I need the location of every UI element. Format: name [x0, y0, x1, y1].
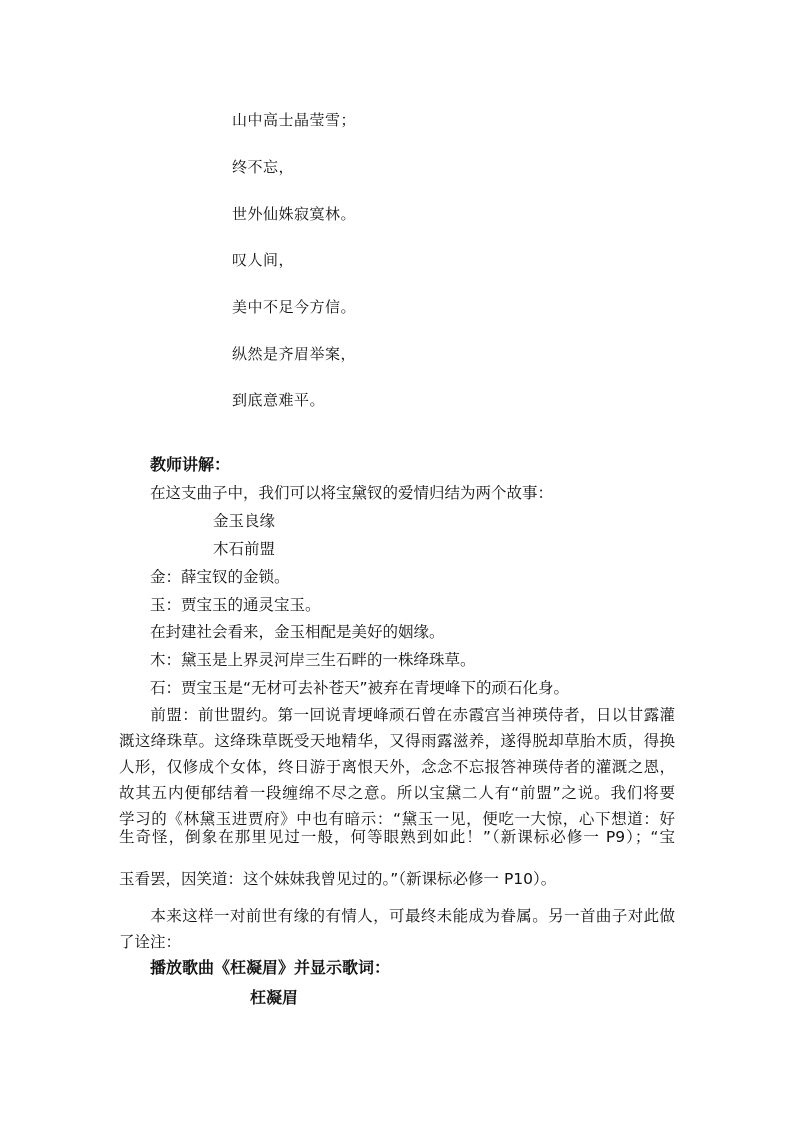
poem-line: 世外仙姝寂寞林。 — [232, 205, 357, 223]
quote-line — [119, 866, 675, 892]
paragraph-line: 生奇怪，倒象在那里见过一般，何等眼熟到如此！”（新课标必修一 P9）；“宝 — [119, 828, 675, 846]
note-line: 在封建社会看来，金玉相配是美好的姻缘。 — [150, 623, 445, 641]
paragraph-line: 人形，仅修成个女体，终日游于离恨天外，念念不忘报答神瑛侍者的灌溉之恩， — [119, 758, 675, 776]
story-item: 木石前盟 — [213, 540, 276, 558]
poem-line: 终不忘， — [232, 158, 295, 176]
story-item: 金玉良缘 — [213, 512, 276, 530]
intro-text: 在这支曲子中，我们可以将宝黛钗的爱情归结为两个故事： — [150, 484, 554, 502]
note-line: 玉：贾宝玉的通灵宝玉。 — [150, 596, 321, 614]
paragraph-line: 溉这绛珠草。这绛珠草既受天地精华，又得雨露滋养，遂得脱却草胎木质，得换 — [119, 732, 675, 750]
paragraph-line: 了诠注： — [119, 933, 182, 951]
note-line: 金：薛宝钗的金锁。 — [150, 568, 290, 586]
closing-paragraph — [119, 903, 675, 955]
play-song-heading: 播放歌曲《枉凝眉》并显示歌词： — [150, 958, 391, 977]
song-title: 枉凝眉 — [250, 988, 299, 1007]
qianmeng-paragraph — [119, 702, 675, 832]
paragraph-line: 故其五内便郁结着一段缠绵不尽之意。所以宝黛二人有“前盟”之说。我们将要 — [119, 784, 675, 802]
quote-line — [119, 824, 675, 850]
poem-line: 到底意难平。 — [232, 391, 326, 409]
paragraph-line: 学习的《林黛玉进贾府》中也有暗示：“黛玉一见，便吃一大惊，心下想道：好 — [119, 810, 675, 828]
paragraph-line: 玉看罢，因笑道：这个妹妹我曾见过的。”（新课标必修一 P10）。 — [119, 870, 557, 888]
poem-line: 山中高士晶莹雪； — [232, 111, 357, 129]
paragraph-line: 本来这样一对前世有缘的有情人，可最终未能成为眷属。另一首曲子对此做 — [150, 907, 675, 925]
poem-line: 美中不足今方信。 — [232, 298, 357, 316]
note-line: 石：贾宝玉是“无材可去补苍天”被弃在青埂峰下的顽石化身。 — [150, 679, 570, 697]
note-line: 木：黛玉是上界灵河岸三生石畔的一株绛珠草。 — [150, 651, 476, 669]
section-heading: 教师讲解： — [150, 455, 231, 474]
poem-line: 叹人间， — [232, 251, 295, 269]
poem-line: 纵然是齐眉举案， — [232, 345, 357, 363]
paragraph-line: 前盟：前世盟约。第一回说青埂峰顽石曾在赤霞宫当神瑛侍者，日以甘露灌 — [150, 706, 675, 724]
